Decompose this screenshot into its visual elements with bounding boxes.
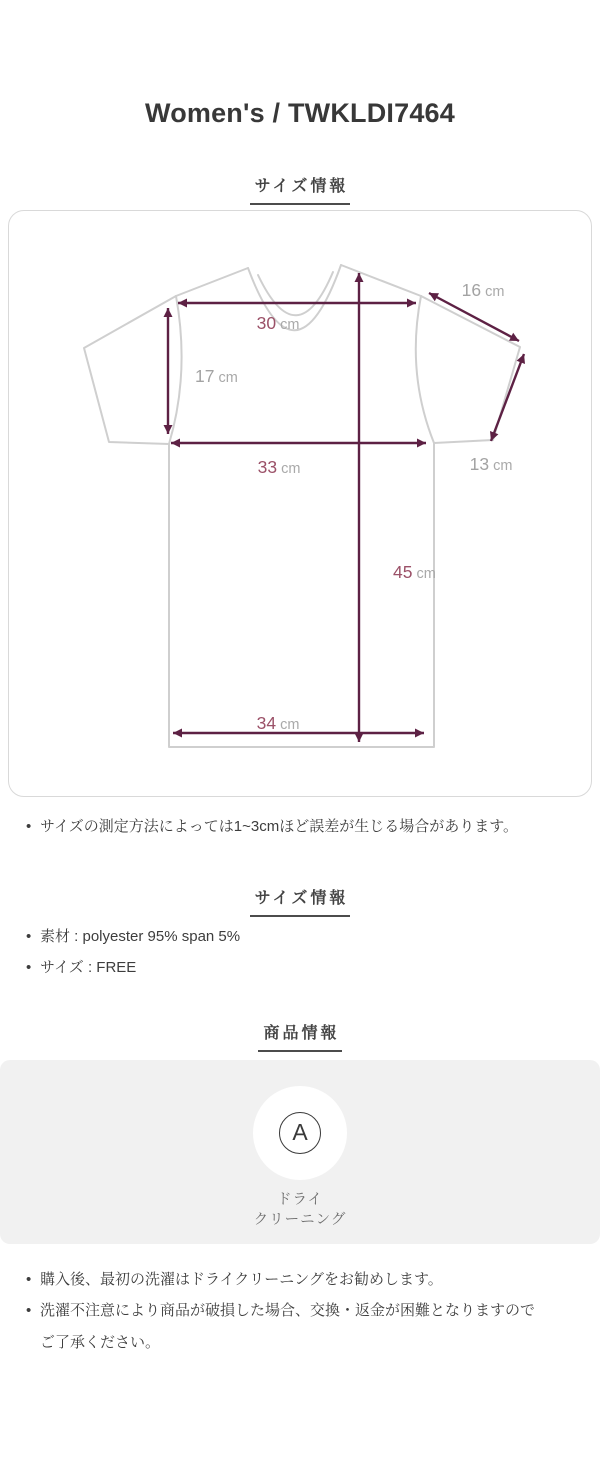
note-first-wash: • 購入後、最初の洗濯はドライクリーニングをお勧めします。 bbox=[25, 1264, 544, 1296]
measure-label-shoulder-width: 30 cm bbox=[256, 313, 300, 333]
measurement-lines bbox=[168, 273, 524, 742]
care-label-line1: ドライ bbox=[276, 1191, 324, 1208]
care-symbol-letter: A bbox=[292, 1119, 308, 1145]
care-instructions-box bbox=[0, 1060, 600, 1244]
note-measure-tolerance: • サイズの測定方法によっては1~3cmほど誤差が生じる場合があります。 bbox=[25, 811, 544, 843]
measure-label-chest-width: 33 cm bbox=[257, 457, 301, 477]
size-diagram-heading: サイズ情報 bbox=[250, 173, 351, 205]
size-info-heading: サイズ情報 bbox=[250, 885, 351, 917]
measure-label-total-length: 45 cm bbox=[393, 562, 436, 582]
measure-label-sleeve-length: 16 cm bbox=[461, 280, 505, 300]
care-symbol-ring bbox=[279, 1112, 321, 1154]
care-label-line2: クリーニング bbox=[253, 1211, 347, 1228]
size-diagram-notes bbox=[0, 811, 600, 843]
measure-label-sleeve-opening: 13 cm bbox=[469, 454, 513, 474]
care-label bbox=[0, 1190, 600, 1230]
page-title: Women's / TWKLDI7464 bbox=[145, 98, 455, 128]
material-item: • 素材 : polyester 95% span 5% bbox=[25, 921, 544, 953]
size-info-list bbox=[0, 921, 600, 984]
measurement-arrowheads bbox=[164, 273, 526, 742]
section-product-info-header bbox=[0, 1020, 600, 1052]
product-size-page bbox=[0, 98, 600, 1358]
tshirt-size-diagram bbox=[9, 211, 590, 795]
tshirt-outline bbox=[84, 265, 520, 747]
measure-label-armhole-depth: 17 cm bbox=[195, 366, 238, 386]
dry-cleaning-icon bbox=[253, 1086, 347, 1180]
section-size-diagram-header bbox=[0, 173, 600, 205]
product-info-notes bbox=[0, 1264, 600, 1359]
product-info-heading: 商品情報 bbox=[258, 1020, 341, 1052]
section-size-info-header bbox=[0, 885, 600, 917]
note-wash-caution: • 洗濯不注意により商品が破損した場合、交換・返金が困難となりますのでご了承ください。 bbox=[25, 1295, 544, 1358]
size-diagram-box bbox=[8, 210, 592, 797]
measure-label-hem-width: 34 cm bbox=[256, 713, 300, 733]
size-item: • サイズ : FREE bbox=[25, 952, 544, 984]
